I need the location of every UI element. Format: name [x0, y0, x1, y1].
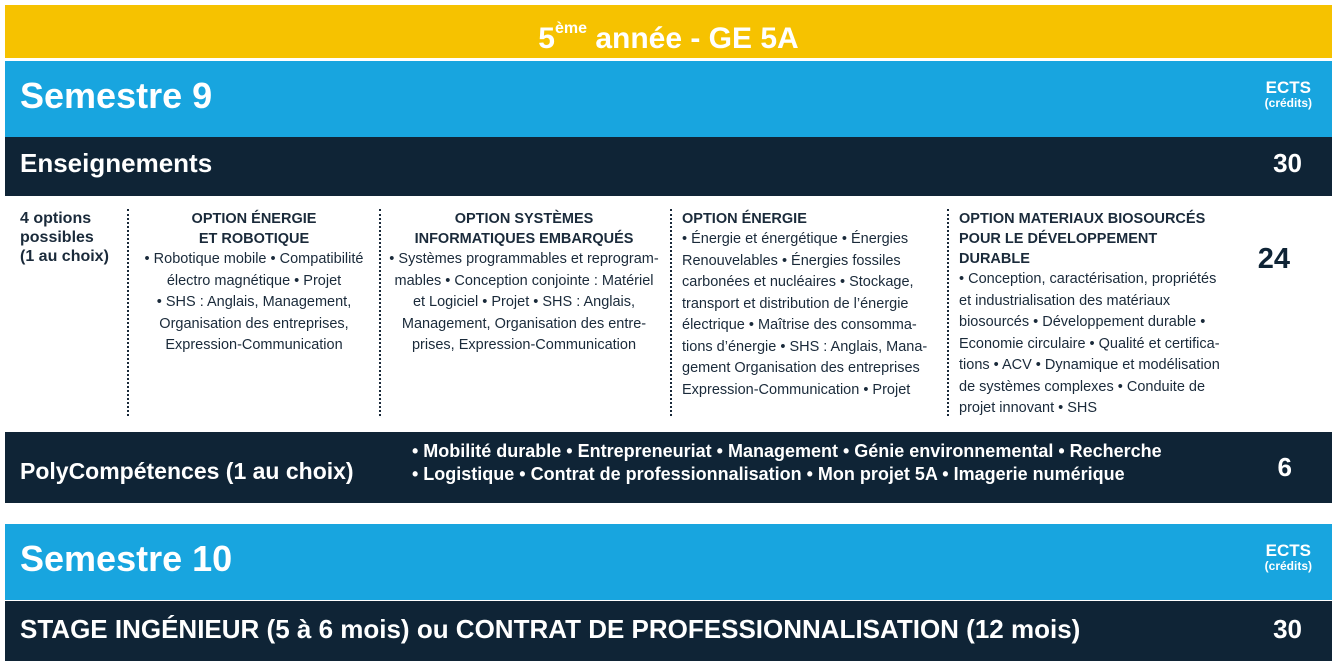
- semester-10-title: Semestre 10: [20, 538, 233, 579]
- polycompetences-label: PolyCompétences (1 au choix): [20, 458, 354, 484]
- option-line: • Systèmes programmables et reprogram-: [389, 251, 659, 267]
- option-energie: [682, 209, 944, 401]
- ects-sublabel: (crédits): [1264, 559, 1312, 573]
- option-line: Management, Organisation des entre-: [401, 315, 647, 332]
- option-line: Expression-Communication: [165, 337, 343, 353]
- option-line: tions d’énergie • SHS : Anglais, Mana-: [682, 338, 928, 355]
- option-line: prises, Expression-Communication: [411, 337, 637, 353]
- option-line: tions • ACV • Dynamique et modélisation: [959, 357, 1220, 373]
- year-title-text: année - GE 5A: [586, 22, 799, 55]
- options-intro-line: 4 options: [20, 210, 92, 227]
- polycompetences-items: [412, 440, 1162, 486]
- semester-9-ects: [1265, 79, 1312, 109]
- option-line: de systèmes complexes • Conduite de: [959, 378, 1206, 395]
- option-line: électrique • Maîtrise des consomma-: [682, 317, 917, 333]
- teaching-credits: 30: [1273, 148, 1302, 178]
- semester-9-title: Semestre 9: [20, 75, 213, 116]
- polycompetences-bar: [5, 432, 1332, 503]
- option-line: carbonées et nucléaires • Stockage,: [682, 274, 914, 290]
- option-heading: OPTION ÉNERGIE: [191, 211, 317, 227]
- teaching-bar: [5, 137, 1332, 196]
- column-separator: [127, 209, 129, 416]
- option-line: Expression-Communication • Projet: [682, 381, 911, 398]
- option-heading: POUR LE DÉVELOPPEMENT: [959, 231, 1158, 247]
- semester-10-header: [5, 524, 1332, 600]
- semester-9-header: [5, 61, 1332, 137]
- internship-bar: [5, 601, 1332, 661]
- year-title-superscript: ème: [554, 20, 587, 37]
- options-intro-line: (1 au choix): [20, 248, 109, 265]
- option-line: • SHS : Anglais, Management,: [156, 294, 352, 310]
- option-line: biosourcés • Développement durable •: [959, 314, 1206, 330]
- option-line: Renouvelables • Énergies fossiles: [682, 252, 901, 269]
- option-line: gement Organisation des entreprises: [682, 360, 920, 376]
- option-line: mables • Conception conjointe : Matériel: [394, 272, 654, 289]
- option-line: • Conception, caractérisation, propriétés: [959, 271, 1217, 287]
- option-heading: DURABLE: [959, 251, 1030, 267]
- option-line: et Logiciel • Projet • SHS : Anglais,: [412, 294, 636, 310]
- ects-label: ECTS: [1265, 541, 1311, 560]
- option-line: • Robotique mobile • Compatibilité: [144, 251, 364, 267]
- option-energie-robotique: [134, 209, 374, 357]
- column-separator: [947, 209, 949, 416]
- ects-label: ECTS: [1265, 78, 1311, 97]
- ects-sublabel: (crédits): [1264, 96, 1312, 110]
- option-heading: OPTION MATERIAUX BIOSOURCÉS: [959, 211, 1206, 227]
- option-heading: OPTION ÉNERGIE: [682, 211, 807, 227]
- options-intro-line: possibles: [20, 229, 94, 246]
- column-separator: [670, 209, 672, 416]
- option-heading: OPTION SYSTÈMES: [454, 211, 594, 227]
- semester-10-ects: [1265, 542, 1312, 572]
- option-line: projet innovant • SHS: [959, 400, 1098, 416]
- year-title-number: 5: [538, 22, 555, 55]
- teaching-label: Enseignements: [20, 148, 213, 178]
- option-line: • Énergie et énergétique • Énergies: [682, 231, 909, 247]
- option-line: et industrialisation des matériaux: [959, 292, 1171, 309]
- option-line: Economie circulaire • Qualité et certifica-: [959, 335, 1220, 352]
- internship-label: STAGE INGÉNIEUR (5 à 6 mois) ou CONTRAT DE PROFESSIONNALISATION (12 mois): [20, 614, 1081, 644]
- polycompetences-items-line: • Mobilité durable • Entrepreneuriat • Management • Génie environnemental • Recherche: [412, 441, 1162, 461]
- option-systemes-embarques: [381, 209, 667, 357]
- option-line: transport et distribution de l’énergie: [682, 295, 909, 312]
- options-intro: [20, 209, 130, 266]
- options-credits: 24: [1257, 243, 1290, 275]
- option-heading: ET ROBOTIQUE: [198, 231, 310, 247]
- option-materiaux-biosources: [959, 209, 1249, 420]
- polycompetences-items-line: • Logistique • Contrat de professionnalisation • Mon projet 5A • Imagerie numérique: [412, 464, 1125, 484]
- option-heading: INFORMATIQUES EMBARQUÉS: [414, 231, 634, 247]
- polycompetences-credits: 6: [1277, 452, 1292, 482]
- internship-credits: 30: [1273, 614, 1302, 644]
- option-line: électro magnétique • Projet: [166, 272, 342, 289]
- year-title-bar: [5, 5, 1332, 58]
- option-line: Organisation des entreprises,: [159, 315, 349, 332]
